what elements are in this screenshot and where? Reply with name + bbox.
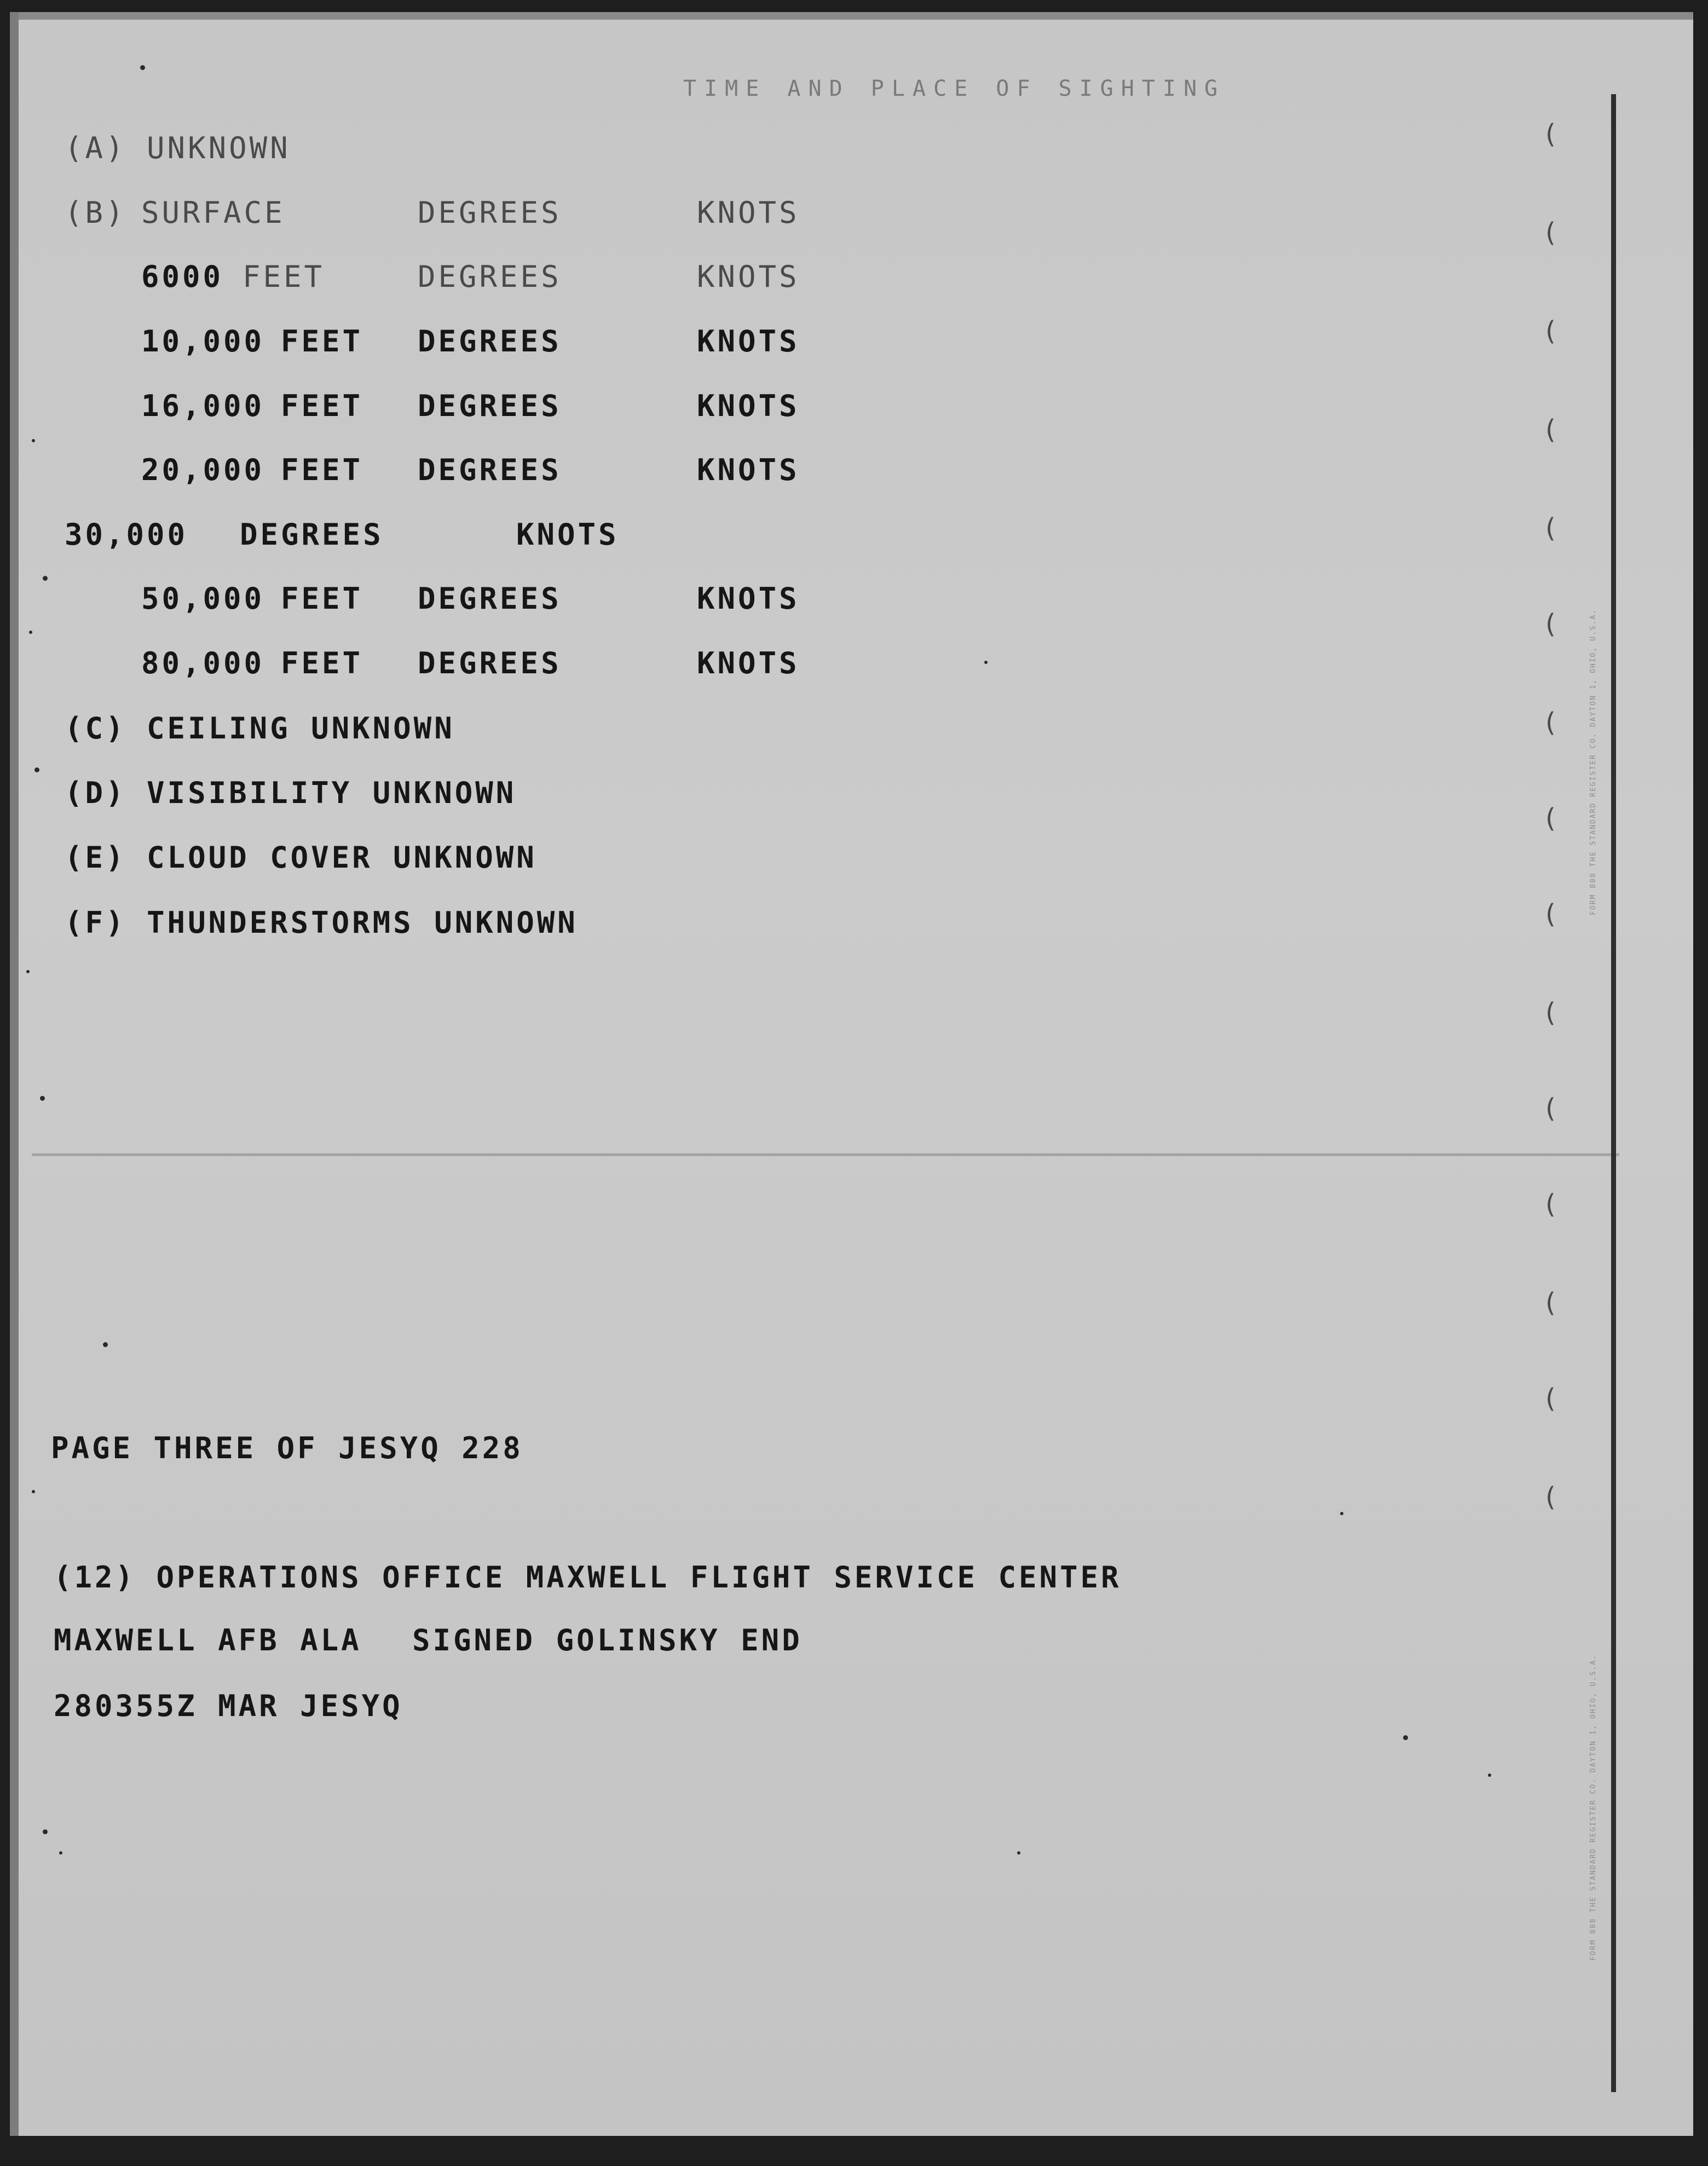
perforation-mark: ( xyxy=(1545,803,1556,834)
altitude: 16,000 xyxy=(141,389,265,423)
perforation-mark: ( xyxy=(1545,316,1556,346)
knots-label: KNOTS xyxy=(697,389,800,423)
scan-speck xyxy=(43,576,48,581)
scan-speck xyxy=(984,661,988,664)
knots-label: KNOTS xyxy=(697,453,800,487)
scan-speck xyxy=(29,631,32,634)
altitude: 6000 xyxy=(141,259,224,294)
scan-speck xyxy=(40,1096,45,1101)
scan-speck xyxy=(59,1851,62,1855)
item-f-thunderstorms: (F) THUNDERSTORMS UNKNOWN xyxy=(65,905,578,940)
item-e-cloud-cover: (E) CLOUD COVER UNKNOWN xyxy=(65,840,537,875)
perforation-mark: ( xyxy=(1545,513,1556,544)
scan-speck xyxy=(140,65,145,70)
item-d-visibility: (D) VISIBILITY UNKNOWN xyxy=(65,776,517,810)
feet-label: FEET xyxy=(243,259,325,294)
degrees-label: DEGREES xyxy=(418,195,562,230)
degrees-label: DEGREES xyxy=(418,581,562,616)
degrees-label: DEGREES xyxy=(240,517,384,552)
perforation-mark: ( xyxy=(1545,1287,1556,1318)
knots-label: KNOTS xyxy=(697,195,800,230)
fold-line xyxy=(32,1153,1619,1156)
altitude: 10,000 xyxy=(141,324,265,359)
degrees-label: DEGREES xyxy=(418,389,562,423)
margin-rule xyxy=(1611,94,1616,2092)
scan-speck xyxy=(1017,1851,1020,1855)
altitude: SURFACE xyxy=(141,195,285,230)
degrees-label: DEGREES xyxy=(418,324,562,359)
degrees-label: DEGREES xyxy=(418,259,562,294)
scan-speck xyxy=(1488,1774,1491,1777)
teletype-sheet xyxy=(10,12,1693,2136)
footer-line-1: (12) OPERATIONS OFFICE MAXWELL FLIGHT SERVICE CENTER xyxy=(54,1560,1122,1595)
feet-label: FEET xyxy=(281,389,363,423)
item-b-label: (B) xyxy=(65,195,126,230)
perforation-mark: ( xyxy=(1545,1093,1556,1124)
footer-line-2-right: SIGNED GOLINSKY END xyxy=(412,1623,803,1657)
perforation-mark: ( xyxy=(1545,899,1556,929)
perforation-mark: ( xyxy=(1545,414,1556,445)
margin-print-lower: FORM 808 THE STANDARD REGISTER CO. DAYTON 1, OHIO, U.S.A. xyxy=(1589,1654,1597,1961)
scan-edge-left xyxy=(10,12,19,2136)
scan-speck xyxy=(43,1829,48,1834)
scan-edge-top xyxy=(10,12,1693,20)
scan-speck xyxy=(32,439,35,442)
altitude: 50,000 xyxy=(141,581,265,616)
altitude: 20,000 xyxy=(141,453,265,487)
perforation-mark: ( xyxy=(1545,1383,1556,1414)
scan-speck xyxy=(34,767,39,772)
footer-line-3-dtg: 280355Z MAR JESYQ xyxy=(54,1689,403,1723)
margin-print-upper: FORM 808 THE STANDARD REGISTER CO. DAYTON 1, OHIO, U.S.A. xyxy=(1589,608,1597,915)
page-reference: PAGE THREE OF JESYQ 228 xyxy=(51,1431,523,1465)
scan-speck xyxy=(26,970,30,973)
feet-label: FEET xyxy=(281,581,363,616)
scan-speck xyxy=(1403,1735,1408,1740)
knots-label: KNOTS xyxy=(697,259,800,294)
perforation-mark: ( xyxy=(1545,119,1556,149)
feet-label: FEET xyxy=(281,453,363,487)
item-a: (A) UNKNOWN xyxy=(65,131,291,165)
degrees-label: DEGREES xyxy=(418,646,562,680)
perforation-mark: ( xyxy=(1545,217,1556,248)
feet-label: FEET xyxy=(281,324,363,359)
knots-label: KNOTS xyxy=(697,581,800,616)
scan-speck xyxy=(32,1490,35,1493)
feet-label: FEET xyxy=(281,646,363,680)
footer-line-2-left: MAXWELL AFB ALA xyxy=(54,1623,362,1657)
altitude: 30,000 xyxy=(65,517,188,552)
perforation-mark: ( xyxy=(1545,609,1556,639)
altitude: 80,000 xyxy=(141,646,265,680)
knots-label: KNOTS xyxy=(697,646,800,680)
knots-label: KNOTS xyxy=(516,517,619,552)
perforation-mark: ( xyxy=(1545,997,1556,1028)
perforation-mark: ( xyxy=(1545,1189,1556,1220)
perforation-mark: ( xyxy=(1545,1482,1556,1512)
scan-speck xyxy=(1340,1512,1343,1515)
knots-label: KNOTS xyxy=(697,324,800,359)
item-c-ceiling: (C) CEILING UNKNOWN xyxy=(65,711,455,746)
header-fragment: TIME AND PLACE OF SIGHTING xyxy=(683,76,1226,101)
scan-speck xyxy=(103,1342,108,1347)
perforation-mark: ( xyxy=(1545,707,1556,738)
degrees-label: DEGREES xyxy=(418,453,562,487)
